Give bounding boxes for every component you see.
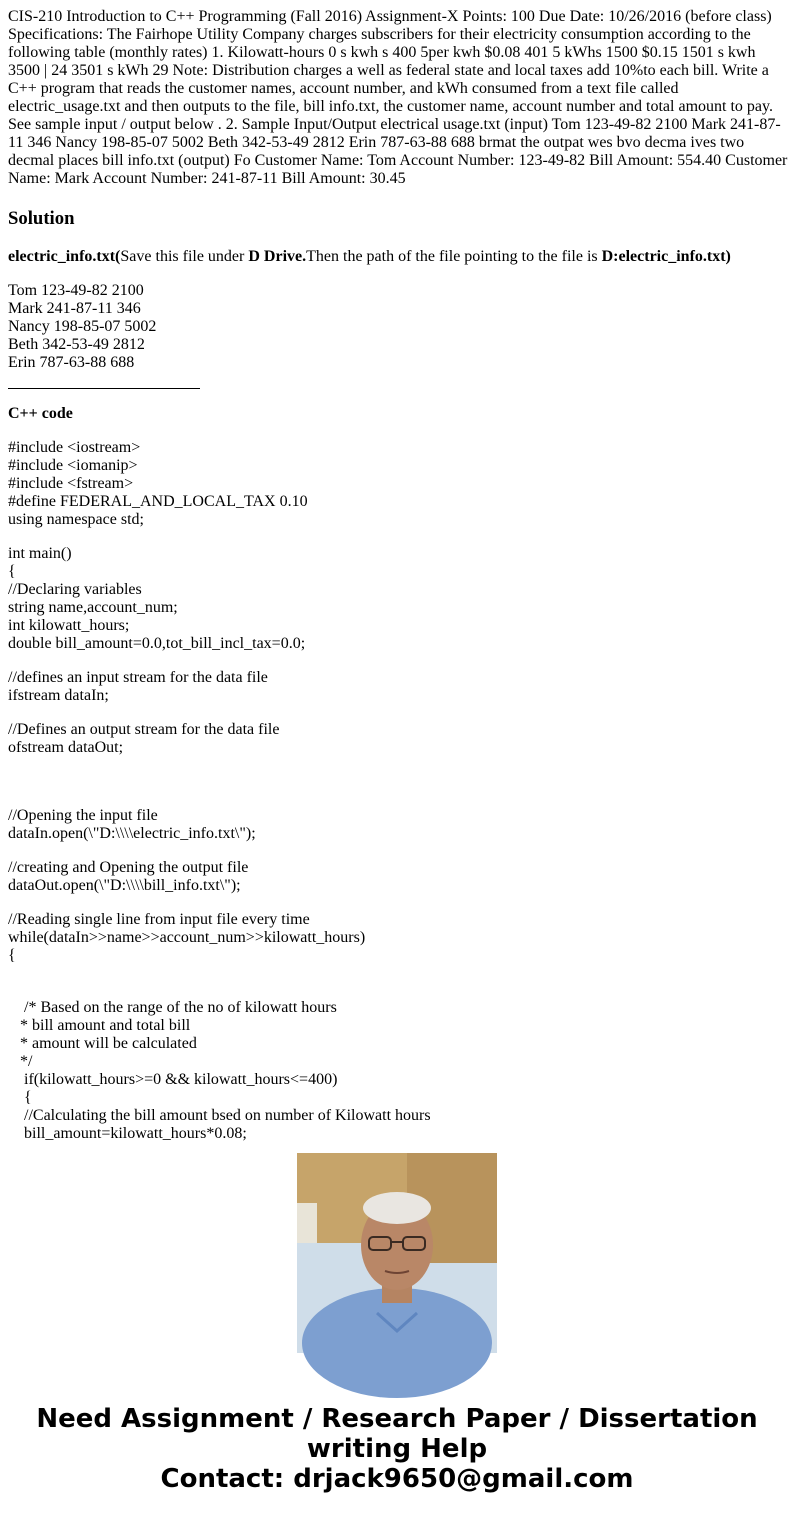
code-line — [8, 773, 788, 791]
data-line: Erin 787-63-88 688 — [8, 354, 135, 371]
code-line: //Opening the input file — [8, 807, 158, 824]
code-line: ofstream dataOut; — [8, 739, 124, 756]
code-line: #include <iostream> — [8, 439, 141, 456]
code-block — [8, 721, 788, 757]
code-line: //Defines an output stream for the data file — [8, 721, 280, 738]
code-line: int kilowatt_hours; — [8, 617, 130, 634]
code-line: #include <fstream> — [8, 475, 134, 492]
file-path: D:electric_info.txt) — [601, 248, 731, 265]
divider-line — [8, 388, 200, 389]
code-line: //Reading single line from input file every time — [8, 911, 310, 928]
file-name: electric_info.txt( — [8, 248, 121, 265]
code-line: //Declaring variables — [8, 581, 142, 598]
footer-line-2: writing Help — [306, 1434, 488, 1464]
code-line: { — [8, 947, 16, 964]
code-block — [8, 439, 788, 529]
code-line: //defines an input stream for the data file — [8, 669, 268, 686]
code-heading-label: C++ code — [8, 405, 73, 422]
code-block — [8, 859, 788, 895]
solution-heading: Solution — [8, 208, 75, 229]
code-line: double bill_amount=0.0,tot_bill_incl_tax=0.0; — [8, 635, 306, 652]
code-line: * amount will be calculated — [8, 1035, 197, 1052]
code-line: bill_amount=kilowatt_hours*0.08; — [8, 1125, 247, 1142]
code-line: { — [8, 1089, 32, 1106]
data-line: Nancy 198-85-07 5002 — [8, 318, 157, 335]
code-line — [8, 981, 788, 999]
code-line: if(kilowatt_hours>=0 && kilowatt_hours<=400) — [8, 1071, 338, 1088]
file-note — [8, 248, 788, 266]
code-line: */ — [8, 1053, 33, 1070]
code-line: //creating and Opening the output file — [8, 859, 249, 876]
code-block — [8, 545, 788, 653]
footer-line-1: Need Assignment / Research Paper / Dissertation — [36, 1404, 758, 1434]
code-block — [8, 981, 788, 1143]
code-line: /* Based on the range of the no of kilowatt hours — [8, 999, 337, 1016]
question-text: CIS-210 Introduction to C++ Programming (Fall 2016) Assignment-X Points: 100 Due Date: 10/26/2016 (before class) Specifications: The Fairhope Utility Company charges subscribers for their electricity consumption according to the following table (monthly rates) 1. Kilowatt-hours 0 s kwh s 400 5per kwh $0.08 401 5 kWhs 1500 $0.15 1501 s kwh 3500 | 24 3501 s kWh 29 Note: Distribution charges a well as federal state and local taxes add 10%to each bill. Write a C++ program that reads the customer names, account number, and kWh consumed from a text file called electric_usage.txt and then outputs to the file, bill info.txt, the customer name, account number and total amount to pay. See sample input / output below . 2. Sample Input/Output electrical usage.txt (input) Tom 123-49-82 2100 Mark 241-87-11 346 Nancy 198-85-07 5002 Beth 342-53-49 2812 Erin 787-63-88 688 brmat the outpat wes bvo decma ives two decmal places bill info.txt (output) Fo Customer Name: Tom Account Number: 123-49-82 Bill Amount: 554.40 Customer Name: Mark Account Number: 241-87-11 Bill Amount: 30.45 — [8, 8, 788, 187]
drive-name: D Drive. — [248, 248, 307, 265]
footer-line-3: Contact: drjack9650@gmail.com — [160, 1464, 634, 1494]
code-line: //Calculating the bill amount bsed on number of Kilowatt hours — [8, 1107, 431, 1124]
data-line: Tom 123-49-82 2100 — [8, 282, 144, 299]
footer-banner — [0, 1404, 794, 1494]
code-area — [8, 439, 788, 1143]
code-line: #include <iomanip> — [8, 457, 138, 474]
code-line: { — [8, 563, 16, 580]
code-line: string name,account_num; — [8, 599, 178, 616]
code-line: using namespace std; — [8, 511, 144, 528]
page-content — [8, 8, 788, 1142]
code-block — [8, 773, 788, 791]
code-line: int main() — [8, 545, 72, 562]
author-portrait-image — [297, 1153, 497, 1353]
code-line: while(dataIn>>name>>account_num>>kilowatt_hours) — [8, 929, 366, 946]
code-line: #define FEDERAL_AND_LOCAL_TAX 0.10 — [8, 493, 308, 510]
input-data-block — [8, 282, 788, 372]
code-line: dataIn.open(\"D:\\\\electric_info.txt\"); — [8, 825, 256, 842]
code-line: dataOut.open(\"D:\\\\bill_info.txt\"); — [8, 877, 241, 894]
data-line: Mark 241-87-11 346 — [8, 300, 141, 317]
code-block — [8, 911, 788, 965]
code-block — [8, 669, 788, 705]
file-note-text1: Save this file under — [120, 248, 249, 265]
code-heading — [8, 405, 788, 423]
author-photo — [297, 1153, 497, 1353]
code-line: ifstream dataIn; — [8, 687, 109, 704]
code-block — [8, 807, 788, 843]
file-note-text2: Then the path of the file pointing to the file is — [306, 248, 602, 265]
code-line: * bill amount and total bill — [8, 1017, 191, 1034]
data-line: Beth 342-53-49 2812 — [8, 336, 145, 353]
